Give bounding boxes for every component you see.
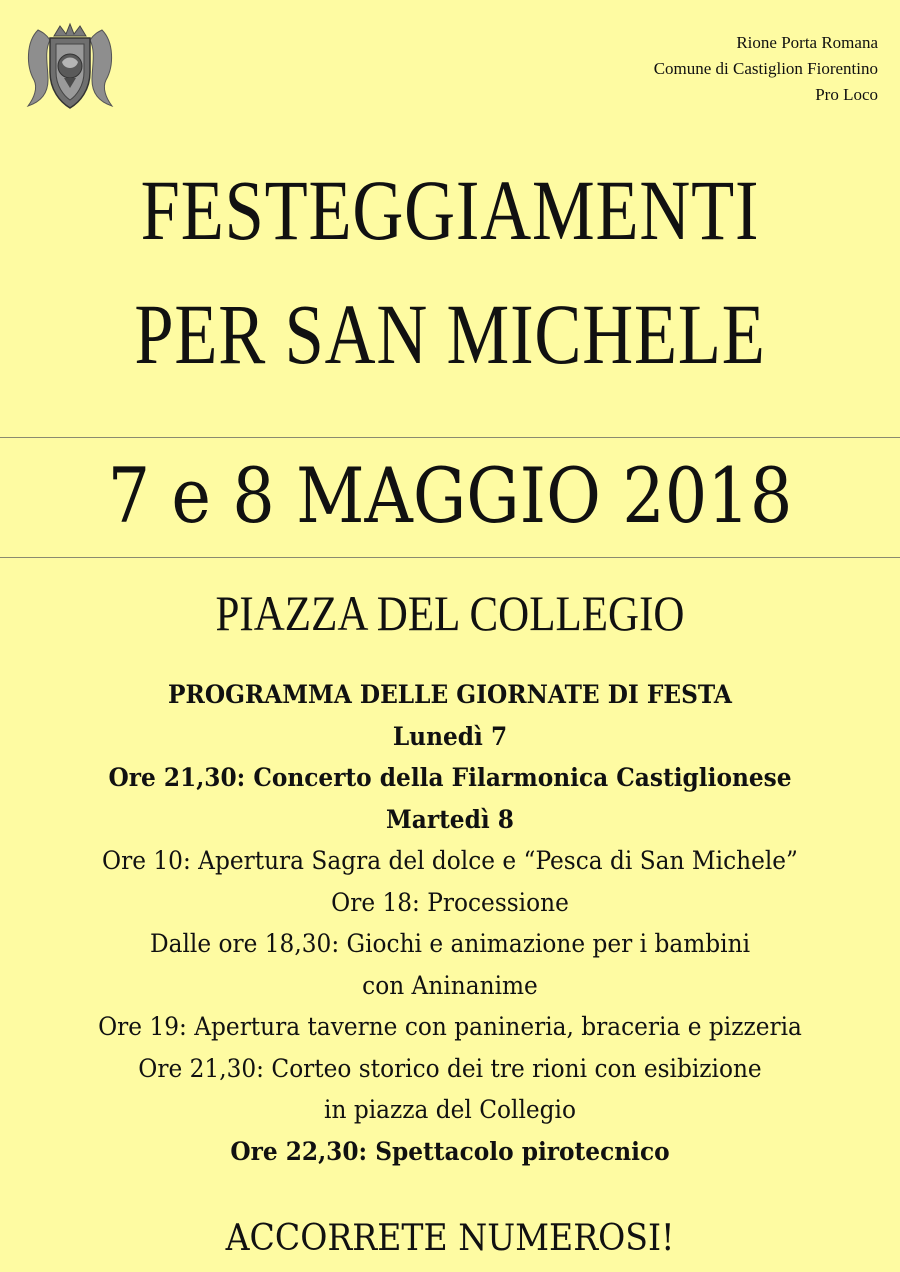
program-line-day-monday: Lunedì 7 bbox=[392, 721, 508, 751]
program-line-giochi: Dalle ore 18,30: Giochi e animazione per i bambini bbox=[149, 929, 751, 958]
organizer-rione: Rione Porta Romana bbox=[736, 33, 878, 52]
program-line-processione: Ore 18: Processione bbox=[331, 887, 569, 917]
organizer-pro-loco: Pro Loco bbox=[815, 85, 878, 104]
program-line-taverne: Ore 19: Apertura taverne con panineria, braceria e pizzeria bbox=[98, 1012, 802, 1041]
program-line-corteo: Ore 21,30: Corteo storico dei tre rioni con esibizione bbox=[138, 1053, 762, 1083]
program-line-concert: Ore 21,30: Concerto della Filarmonica Castiglionese bbox=[108, 763, 792, 792]
program-line-heading: PROGRAMMA DELLE GIORNATE DI FESTA bbox=[168, 680, 732, 709]
divider-top bbox=[0, 437, 900, 438]
program-line-aninanime: con Aninanime bbox=[362, 970, 538, 1000]
organizers-list bbox=[654, 30, 878, 108]
event-title-line-1: FESTEGGIAMENTI bbox=[140, 162, 760, 258]
program-list bbox=[0, 674, 900, 1172]
program-line-piazza: in piazza del Collegio bbox=[324, 1095, 576, 1124]
program-line-pirotecnico: Ore 22,30: Spettacolo pirotecnico bbox=[230, 1136, 670, 1166]
program-line-sagra: Ore 10: Apertura Sagra del dolce e “Pesca di San Michele” bbox=[102, 846, 798, 875]
event-date: 7 e 8 MAGGIO 2018 bbox=[107, 451, 793, 540]
footer-call-to-action: ACCORRETE NUMEROSI! bbox=[225, 1218, 675, 1259]
crest-icon bbox=[24, 22, 116, 112]
program-line-day-tuesday: Martedì 8 bbox=[386, 804, 514, 834]
organizer-comune: Comune di Castiglion Fiorentino bbox=[653, 59, 878, 78]
event-venue: PIAZZA DEL COLLEGIO bbox=[215, 585, 685, 641]
divider-bottom bbox=[0, 557, 900, 558]
event-title-line-2: PER SAN MICHELE bbox=[134, 286, 766, 382]
